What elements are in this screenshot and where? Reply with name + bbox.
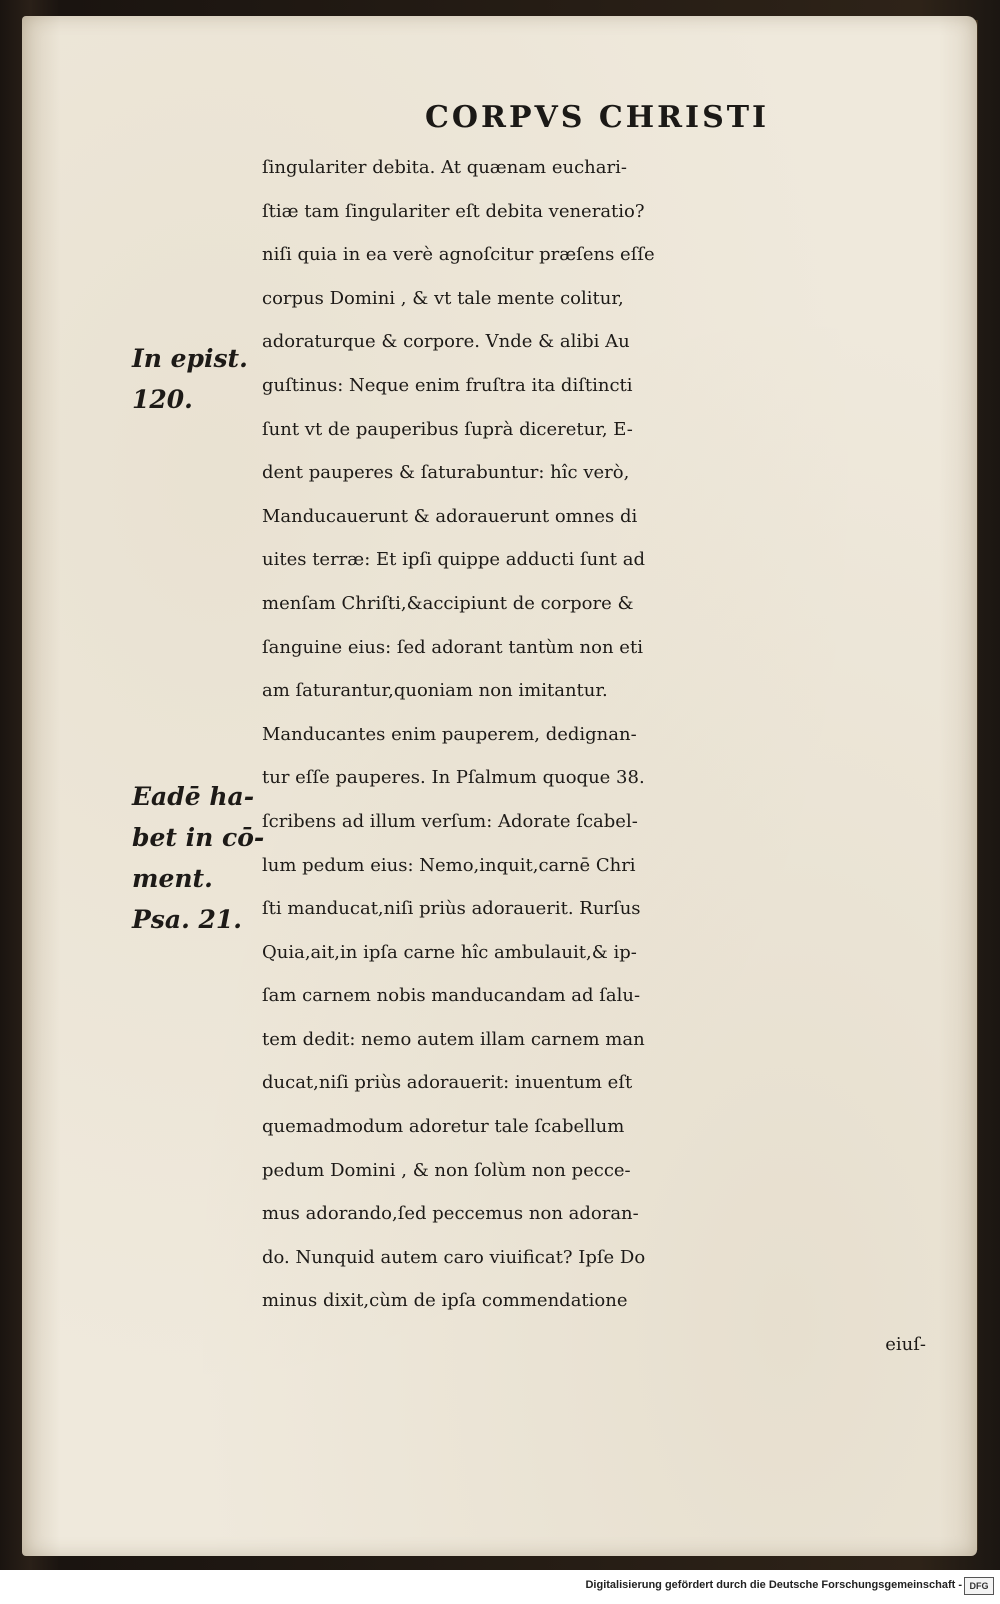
text-line: Quia,ait,in ipſa carne hîc ambulauit,& ip- xyxy=(262,941,637,963)
marginal-note-2 xyxy=(132,776,265,940)
text-line: do. Nunquid autem caro viuificat? Ipſe Do xyxy=(262,1246,646,1268)
body-text xyxy=(262,146,932,1367)
running-header: CORPVS CHRISTI xyxy=(425,100,770,135)
text-line: guſtinus: Neque enim fruſtra ita diſtincti xyxy=(262,374,633,396)
text-line: ſcribens ad illum verſum: Adorate ſcabel- xyxy=(262,810,638,832)
text-line: mus adorando,ſed peccemus non adoran- xyxy=(262,1203,639,1225)
text-line: adoraturque & corpore. Vnde & alibi Au xyxy=(262,331,630,353)
marginal-note-line: Eadē ha- xyxy=(132,782,255,811)
digitization-footer xyxy=(0,1570,1000,1604)
text-line: am ſaturantur,quoniam non imitantur. xyxy=(262,680,608,702)
text-line: niſi quia in ea verè agnoſcitur præſens eſſe xyxy=(262,244,655,266)
text-line: ſam carnem nobis manducandam ad ſalu- xyxy=(262,985,641,1007)
marginal-note-line: bet in cō- xyxy=(132,823,265,852)
text-line: corpus Domini , & vt tale mente colitur, xyxy=(262,287,624,309)
text-line: uites terræ: Et ipſi quippe adducti ſunt ad xyxy=(262,549,646,571)
text-line: lum pedum eius: Nemo,inquit,carnē Chri xyxy=(262,854,636,876)
text-line: ducat,niſi priùs adorauerit: inuentum eſt xyxy=(262,1072,633,1094)
funding-credit: Digitalisierung gefördert durch die Deutsche Forschungsgemeinschaft - xyxy=(585,1579,962,1591)
marginal-note-1 xyxy=(132,338,262,420)
text-line: minus dixit,cùm de ipſa commendatione xyxy=(262,1290,628,1312)
text-line: Manducauerunt & adorauerunt omnes di xyxy=(262,505,638,527)
text-line: Manducantes enim pauperem, dedignan- xyxy=(262,723,637,745)
marginal-note-line: 120. xyxy=(132,385,193,414)
text-line: ſti manducat,niſi priùs adorauerit. Rurſus xyxy=(262,898,641,920)
text-line: menſam Chriſti,&accipiunt de corpore & xyxy=(262,592,634,614)
text-line: pedum Domini , & non ſolùm non pecce- xyxy=(262,1159,631,1181)
marginal-note-line: Psa. 21. xyxy=(132,905,242,934)
text-line: ſtiæ tam ſingulariter eſt debita veneratio? xyxy=(262,200,645,222)
text-line: quemadmodum adoretur tale ſcabellum xyxy=(262,1116,625,1138)
text-line: dent pauperes & ſaturabuntur: hîc verò, xyxy=(262,462,630,484)
text-line: ſunt vt de pauperibus ſuprà diceretur, E- xyxy=(262,418,633,440)
text-line: tem dedit: nemo autem illam carnem man xyxy=(262,1028,645,1050)
text-line: ſingulariter debita. At quænam euchari- xyxy=(262,157,627,178)
dfg-logo-icon: DFG xyxy=(964,1577,994,1595)
marginal-note-line: ment. xyxy=(132,864,213,893)
text-line: tur eſſe pauperes. In Pſalmum quoque 38. xyxy=(262,767,645,789)
marginal-note-line: In epist. xyxy=(132,344,248,373)
catchword: eiuſ- xyxy=(885,1334,926,1356)
text-line: ſanguine eius: ſed adorant tantùm non eti xyxy=(262,636,643,658)
